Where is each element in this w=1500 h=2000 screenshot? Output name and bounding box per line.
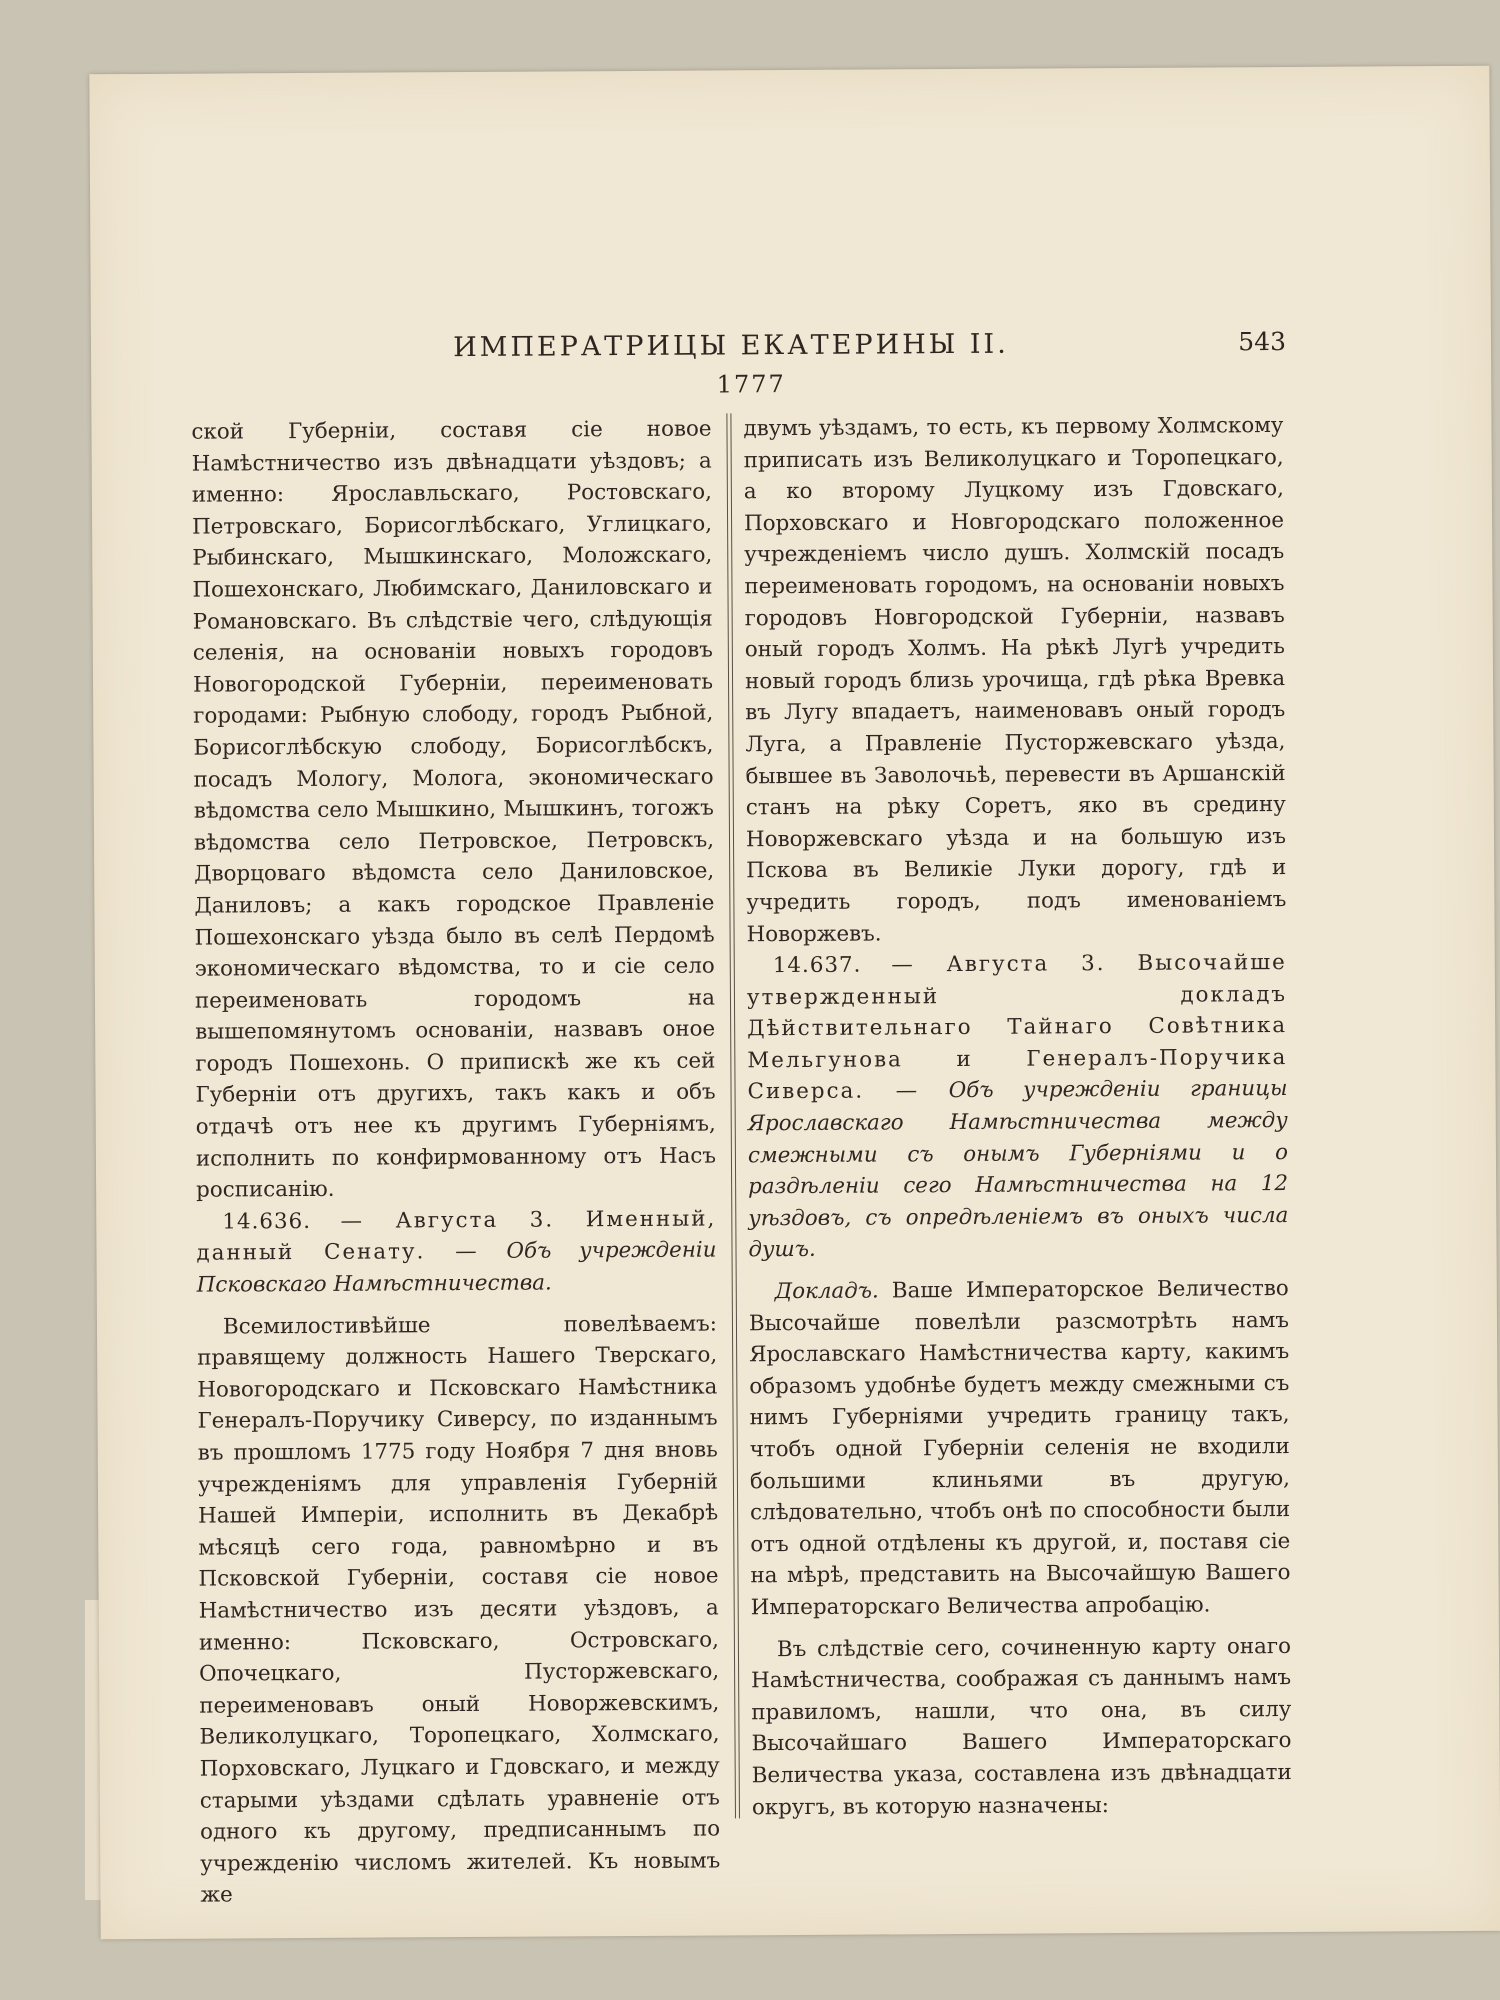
left-paragraph-continuation: ской Губерніи, составя сіе новое Намѣстничество изъ двѣнадцати уѣздовъ; а именно: Ярославльскаго, Ростовскаго, Петровскаго, Борисоглѣбскаго, Углицкаго, Рыбинскаго, Мышкинскаго, Моложскаго, Пошехонскаго, Любимскаго, Даниловскаго и Романовскаго. Въ слѣдствіе чего, слѣдующія селенія, на основаніи новыхъ городовъ Новогородской Губерніи, переименовать городами: Рыбную слободу, городъ Рыбной, Борисоглѣбскую слободу, Борисоглѣбскъ, посадъ Мологу, Молога, экономическаго вѣдомства село Мышкино, Мышкинъ, тогожъ вѣдомства село Петровское, Петровскъ, Дворцоваго вѣдомста село Даниловское, Даниловъ; а какъ городское Правленіе Пошехонскаго уѣзда было въ селѣ Пердомѣ экономическаго вѣдомства, то и сіе село переименовать городомъ на вышепомянутомъ основаніи, назвавъ оное городъ Пошехонь. О припискѣ же къ сей Губерніи отъ другихъ, такъ какъ и объ отдачѣ отъ нее къ другимъ Губерніямъ, исполнить по конфирмованному отъ Насъ росписанію. <box>191 416 717 1203</box>
entry-heading: — Августа 3. Именный, данный Сенату. — <box>196 1206 717 1267</box>
report-label: Докладъ. <box>774 1278 879 1305</box>
left-column <box>191 413 720 1911</box>
report-text: Ваше Императорское Величество Высочайше повелѣли разсмотрѣть намъ Ярославскаго Намѣстничества карту, какимъ образомъ удобнѣе будетъ между смежными съ нимъ Губерніями учредить границу такъ, чтобъ одной Губерніи селенія не входили большими клиньями въ другую, слѣдовательно, чтобъ онѣ по способности были отъ одной отдѣлены къ другой, и, поставя сіе на мѣрѣ, представить на Высочайшую Вашего Императорскаго Величества апробацію. <box>748 1276 1291 1621</box>
page-number: 543 <box>1238 326 1287 357</box>
running-title: ИМПЕРАТРИЦЫ ЕКАТЕРИНЫ II. <box>453 328 1009 364</box>
entry-heading: — Августа 3. Высочайше утвержденный докладъ Дѣйствительнаго Тайнаго Совѣтника Мельгунова и Генералъ-Поручика Сиверса. — <box>746 950 1288 1105</box>
right-column <box>743 410 1292 1823</box>
report-continuation: Въ слѣдствіе сего, сочиненную карту онаго Намѣстничества, соображая съ даннымъ намъ правиломъ, нашли, что она, въ силу Высочайшаго Вашего Императорскаго Величества указа, составлена изъ двѣнадцати округъ, въ которую назначены: <box>751 1633 1292 1820</box>
column-divider-inner <box>730 413 740 1818</box>
entry-title: Объ учрежденіи границы Ярославскаго Намѣстничества между смежными съ онымъ Губерніями и о раздѣленіи сего Намѣстничества на 12 уѣздовъ, съ опредѣленіемъ въ оныхъ числа душъ. <box>747 1076 1289 1263</box>
report-paragraph <box>749 1273 1291 1624</box>
entry-title: Объ учрежденіи Псковскаго Намѣстничества. <box>196 1237 717 1298</box>
entry-number: 14.636. <box>222 1208 312 1235</box>
entry-14636-heading <box>196 1203 717 1301</box>
entry-14637-heading <box>747 947 1289 1266</box>
entry-14636-body: Всемилостивѣйше повелѣваемъ: правящему должность Нашего Тверскаго, Новогородскаго и Псковскаго Намѣстника Генералъ-Поручику Сиверсу, по изданнымъ въ прошломъ 1775 году Ноября 7 дня вновь учрежденіямъ для управленія Губерній Нашей Имперіи, исполнить въ Декабрѣ мѣсяцѣ сего года, равномѣрно и въ Псковской Губерніи, составя сіе новое Намѣстничество изъ десяти уѣздовъ, а именно: Псковскаго, Островскаго, Опочецкаго, Пусторжевскаго, переименовавъ оный Новоржевскимъ, Великолуцкаго, Торопецкаго, Холмскаго, Порховскаго, Луцкаго и Гдовскаго, и между старыми уѣздами сдѣлать уравненіе отъ одного къ другому, предписаннымъ по учрежденію числомъ жителей. Къ новымъ же <box>197 1311 721 1908</box>
book-page <box>89 66 1500 1940</box>
right-paragraph-continuation: двумъ уѣздамъ, то есть, къ первому Холмскому приписать изъ Великолуцкаго и Торопецкаго, а ко второму Луцкому изъ Гдовскаго, Порховскаго и Новгородскаго положенное учрежденіемъ число душъ. Холмскій посадъ переименовать городомъ, на основаніи новыхъ городовъ Новгородской Губерніи, назвавъ оный городъ Холмъ. На рѣкѣ Лугѣ учредить новый городъ близь урочища, гдѣ рѣка Вревка въ Лугу впадаетъ, наименовавъ оный городъ Луга, а Правленіе Пусторжевскаго уѣзда, бывшее въ Заволочьѣ, перевести въ Аршанскій станъ на рѣку Соретъ, яко въ средину Новоржевскаго уѣзда и на большую изъ Пскова въ Великіе Луки дорогу, гдѣ и учредить городъ, подъ именованіемъ Новоржевъ. <box>743 413 1287 947</box>
year-heading: 1777 <box>716 370 786 399</box>
entry-number: 14.637. <box>772 952 862 979</box>
